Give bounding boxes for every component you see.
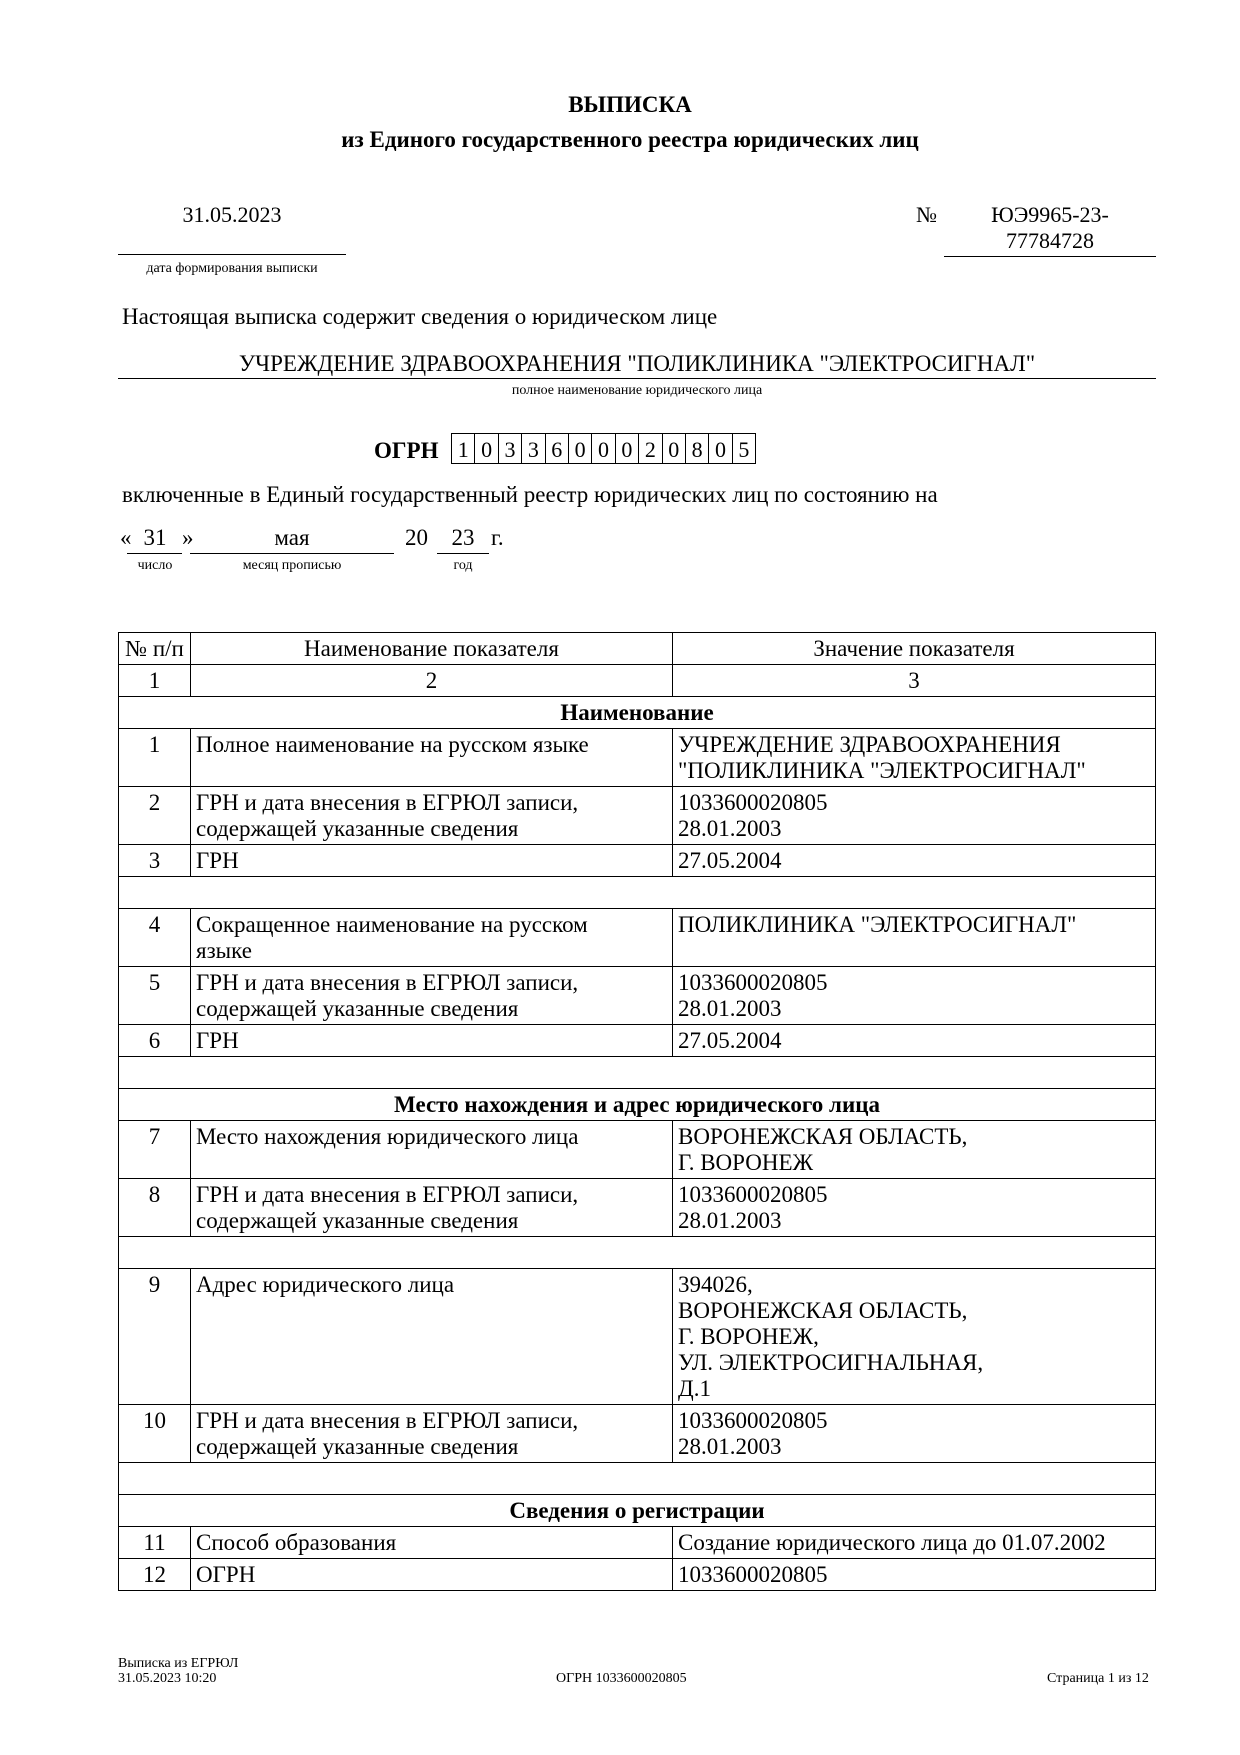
indicator-name xyxy=(191,1121,673,1179)
blank-cell xyxy=(119,1463,1156,1495)
org-full-name: УЧРЕЖДЕНИЕ ЗДРАВООХРАНЕНИЯ "ПОЛИКЛИНИКА "ЭЛЕКТРОСИГНАЛ" xyxy=(238,351,1036,376)
indicator-name-line: Место нахождения юридического лица xyxy=(196,1124,579,1149)
row-number xyxy=(119,845,191,877)
table-row xyxy=(119,729,1156,787)
table-row xyxy=(119,1025,1156,1057)
indicator-value-line: 1033600020805 xyxy=(678,1182,828,1207)
indicator-value-line: 28.01.2003 xyxy=(678,816,782,841)
extract-number-line1: ЮЭ9965-23- xyxy=(991,202,1109,227)
row-number-line: 12 xyxy=(143,1562,166,1587)
row-number-line: 1 xyxy=(148,732,161,757)
indicator-value-line: "ПОЛИКЛИНИКА "ЭЛЕКТРОСИГНАЛ" xyxy=(678,758,1086,783)
row-number-line: 2 xyxy=(148,790,161,815)
row-number xyxy=(119,909,191,967)
blank-cell xyxy=(119,1057,1156,1089)
indicator-value-line: 1033600020805 xyxy=(678,970,828,995)
ogrn-digit: 0 xyxy=(662,433,686,464)
footer-title: Выписка из ЕГРЮЛ xyxy=(118,1656,239,1671)
state-century: 20 xyxy=(405,525,428,550)
column-number-cell: 2 xyxy=(191,665,673,697)
section-header-row xyxy=(119,1495,1156,1527)
footer-timestamp: 31.05.2023 10:20 xyxy=(118,1671,217,1686)
indicator-name-line: ГРН и дата внесения в ЕГРЮЛ записи, xyxy=(196,1408,579,1433)
indicator-name-line: содержащей указанные сведения xyxy=(196,1434,519,1459)
indicator-name xyxy=(191,845,673,877)
state-month: мая xyxy=(274,525,310,550)
month-underline xyxy=(190,553,394,554)
month-caption: месяц прописью xyxy=(242,558,342,573)
intro-text: Настоящая выписка содержит сведения о юридическом лице xyxy=(122,304,718,329)
indicator-name-line: ГРН и дата внесения в ЕГРЮЛ записи, xyxy=(196,790,579,815)
ogrn-digit: 6 xyxy=(545,433,569,464)
indicator-value xyxy=(673,845,1156,877)
indicator-value xyxy=(673,1269,1156,1405)
table-row xyxy=(119,1179,1156,1237)
indicator-value-line: 27.05.2004 xyxy=(678,1028,782,1053)
indicator-value xyxy=(673,729,1156,787)
row-number-line: 9 xyxy=(148,1272,161,1297)
indicator-name xyxy=(191,729,673,787)
org-name-caption: полное наименование юридического лица xyxy=(511,383,763,398)
ogrn-digit: 0 xyxy=(474,433,498,464)
day-caption: число xyxy=(137,558,173,573)
ogrn-digit: 1 xyxy=(451,433,475,464)
document-subtitle: из Единого государственного реестра юридических лиц xyxy=(341,127,919,152)
ogrn-digit-boxes xyxy=(451,433,756,464)
open-quote: « xyxy=(120,525,132,550)
indicator-name xyxy=(191,909,673,967)
row-number xyxy=(119,1025,191,1057)
indicator-value-line: 1033600020805 xyxy=(678,790,828,815)
indicator-name-line: Адрес юридического лица xyxy=(196,1272,455,1297)
indicator-name-line: ГРН и дата внесения в ЕГРЮЛ записи, xyxy=(196,970,579,995)
indicator-name xyxy=(191,1405,673,1463)
indicator-name xyxy=(191,787,673,845)
indicator-name-line: ГРН xyxy=(196,1028,239,1053)
indicator-name-line: ГРН и дата внесения в ЕГРЮЛ записи, xyxy=(196,1182,579,1207)
row-number-line: 4 xyxy=(148,912,161,937)
indicator-name-line: Полное наименование на русском языке xyxy=(196,732,589,757)
indicator-name-line: содержащей указанные сведения xyxy=(196,1208,519,1233)
egrul-table xyxy=(118,632,1156,1591)
footer-left xyxy=(118,1656,238,1686)
indicator-value-line: ПОЛИКЛИНИКА "ЭЛЕКТРОСИГНАЛ" xyxy=(678,912,1077,937)
indicator-name-line: языке xyxy=(196,938,252,963)
row-number xyxy=(119,1179,191,1237)
indicator-value-line: 28.01.2003 xyxy=(678,1434,782,1459)
extract-number xyxy=(945,202,1155,254)
indicator-value xyxy=(673,909,1156,967)
blank-row xyxy=(119,1463,1156,1495)
number-sign: № xyxy=(916,202,937,227)
row-number-line: 11 xyxy=(143,1530,166,1555)
section-title: Место нахождения и адрес юридического лица xyxy=(119,1089,1156,1121)
row-number xyxy=(119,1559,191,1591)
indicator-value-line: 27.05.2004 xyxy=(678,848,782,873)
ogrn-digit: 0 xyxy=(591,433,615,464)
table-row xyxy=(119,1269,1156,1405)
indicator-value xyxy=(673,1179,1156,1237)
row-number xyxy=(119,787,191,845)
indicator-name xyxy=(191,1269,673,1405)
number-underline xyxy=(944,256,1156,257)
row-number xyxy=(119,967,191,1025)
indicator-value xyxy=(673,1405,1156,1463)
section-header-row xyxy=(119,697,1156,729)
indicator-value-line: 394026, xyxy=(678,1272,753,1297)
section-title: Наименование xyxy=(119,697,1156,729)
year-caption: год xyxy=(453,558,473,573)
extract-date: 31.05.2023 xyxy=(182,202,282,227)
table-header-row xyxy=(119,633,1156,665)
ogrn-digit: 0 xyxy=(615,433,639,464)
indicator-name-line: содержащей указанные сведения xyxy=(196,996,519,1021)
section-header-row xyxy=(119,1089,1156,1121)
indicator-name-line: Сокращенное наименование на русском xyxy=(196,912,588,937)
blank-cell xyxy=(119,877,1156,909)
row-number xyxy=(119,1527,191,1559)
state-day: 31 xyxy=(143,525,167,550)
blank-row xyxy=(119,1057,1156,1089)
indicator-name xyxy=(191,1179,673,1237)
date-underline xyxy=(118,254,346,255)
indicator-value-line: 1033600020805 xyxy=(678,1562,828,1587)
row-number-line: 6 xyxy=(148,1028,161,1053)
table-row xyxy=(119,967,1156,1025)
blank-cell xyxy=(119,1237,1156,1269)
indicator-value-line: 28.01.2003 xyxy=(678,1208,782,1233)
year-underline xyxy=(437,553,489,554)
ogrn-digit: 3 xyxy=(498,433,522,464)
section-title: Сведения о регистрации xyxy=(119,1495,1156,1527)
ogrn-digit: 2 xyxy=(638,433,662,464)
indicator-value xyxy=(673,1527,1156,1559)
included-text: включенные в Единый государственный реестр юридических лиц по состоянию на xyxy=(122,482,938,507)
indicator-value xyxy=(673,787,1156,845)
table-row xyxy=(119,1527,1156,1559)
year-suffix: г. xyxy=(491,525,504,550)
indicator-name-line: содержащей указанные сведения xyxy=(196,816,519,841)
row-number xyxy=(119,729,191,787)
indicator-name xyxy=(191,1025,673,1057)
table-row xyxy=(119,787,1156,845)
ogrn-digit: 0 xyxy=(568,433,592,464)
ogrn-label: ОГРН xyxy=(374,438,439,463)
indicator-value-line: Создание юридического лица до 01.07.2002 xyxy=(678,1530,1106,1555)
org-name-underline xyxy=(118,378,1156,379)
indicator-value-line: Г. ВОРОНЕЖ xyxy=(678,1150,814,1175)
indicator-name-line: ГРН xyxy=(196,848,239,873)
indicator-name-line: ОГРН xyxy=(196,1562,256,1587)
row-number-line: 5 xyxy=(148,970,161,995)
table-row xyxy=(119,909,1156,967)
date-caption: дата формирования выписки xyxy=(146,261,318,276)
row-number-line: 7 xyxy=(148,1124,161,1149)
table-row xyxy=(119,1405,1156,1463)
indicator-value-line: УЧРЕЖДЕНИЕ ЗДРАВООХРАНЕНИЯ xyxy=(678,732,1061,757)
indicator-name-line: Способ образования xyxy=(196,1530,397,1555)
ogrn-digit: 5 xyxy=(732,433,756,464)
indicator-value-line: УЛ. ЭЛЕКТРОСИГНАЛЬНАЯ, xyxy=(678,1350,984,1375)
column-number-cell: 3 xyxy=(673,665,1156,697)
header-cell: Значение показателя xyxy=(673,633,1156,665)
indicator-value-line: ВОРОНЕЖСКАЯ ОБЛАСТЬ, xyxy=(678,1298,968,1323)
blank-row xyxy=(119,877,1156,909)
indicator-name xyxy=(191,1559,673,1591)
row-number-line: 8 xyxy=(148,1182,161,1207)
extract-number-line2: 77784728 xyxy=(1006,228,1094,253)
indicator-value-line: 1033600020805 xyxy=(678,1408,828,1433)
close-quote: » xyxy=(182,525,194,550)
day-underline xyxy=(127,553,182,554)
row-number xyxy=(119,1121,191,1179)
document-title: ВЫПИСКА xyxy=(568,92,692,117)
indicator-value-line: Г. ВОРОНЕЖ, xyxy=(678,1324,819,1349)
table-row xyxy=(119,1559,1156,1591)
row-number-line: 10 xyxy=(143,1408,166,1433)
indicator-value xyxy=(673,1559,1156,1591)
indicator-name xyxy=(191,1527,673,1559)
state-year: 23 xyxy=(451,525,475,550)
indicator-value-line: 28.01.2003 xyxy=(678,996,782,1021)
indicator-name xyxy=(191,967,673,1025)
ogrn-digit: 8 xyxy=(685,433,709,464)
indicator-value-line: Д.1 xyxy=(678,1376,711,1401)
header-cell: Наименование показателя xyxy=(191,633,673,665)
blank-row xyxy=(119,1237,1156,1269)
indicator-value-line: ВОРОНЕЖСКАЯ ОБЛАСТЬ, xyxy=(678,1124,968,1149)
indicator-value xyxy=(673,1025,1156,1057)
row-number xyxy=(119,1405,191,1463)
ogrn-digit: 3 xyxy=(521,433,545,464)
column-number-cell: 1 xyxy=(119,665,191,697)
footer-ogrn: ОГРН 1033600020805 xyxy=(556,1671,687,1686)
indicator-value xyxy=(673,967,1156,1025)
column-number-row xyxy=(119,665,1156,697)
indicator-value xyxy=(673,1121,1156,1179)
table-row xyxy=(119,1121,1156,1179)
ogrn-digit: 0 xyxy=(708,433,732,464)
footer-page-number: Страница 1 из 12 xyxy=(1047,1671,1149,1686)
table-row xyxy=(119,845,1156,877)
header-cell: № п/п xyxy=(119,633,191,665)
row-number-line: 3 xyxy=(148,848,161,873)
row-number xyxy=(119,1269,191,1405)
